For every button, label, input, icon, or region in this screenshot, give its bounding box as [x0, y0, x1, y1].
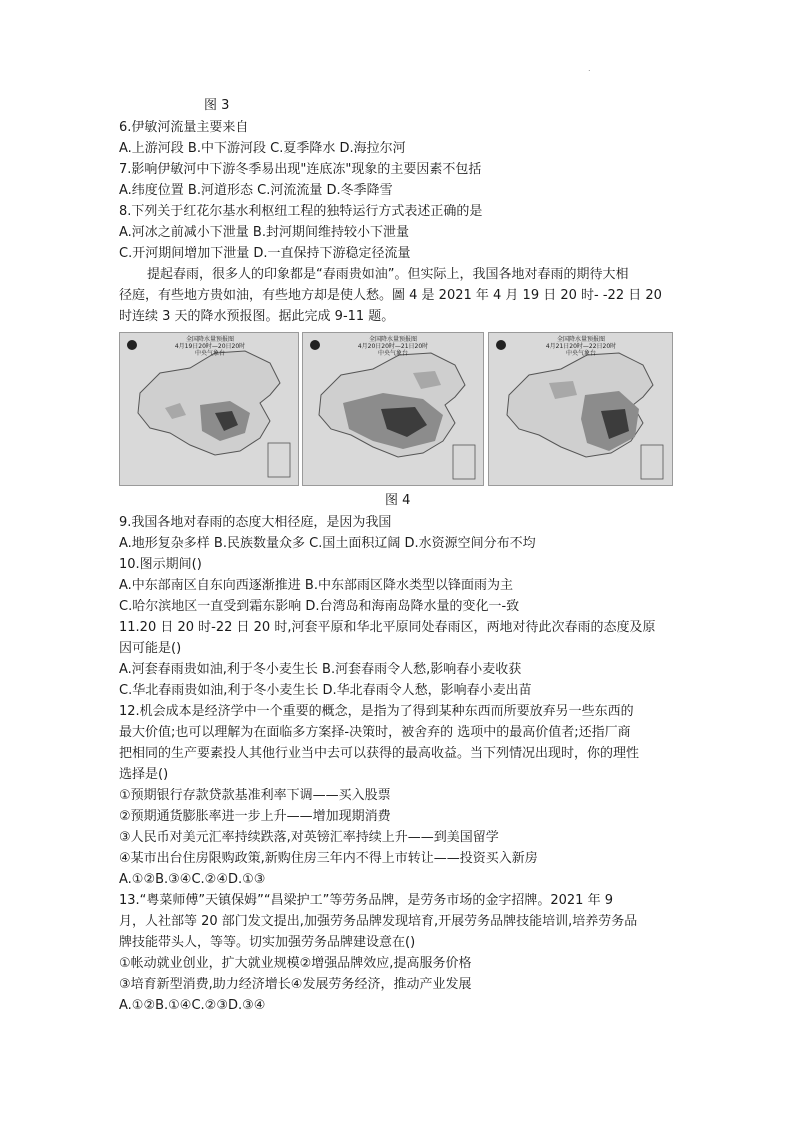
q12-item-3: ③人民币对美元汇率持续跌落,对英镑汇率持续上升——到美国留学	[119, 830, 499, 845]
precipitation-map-1	[119, 332, 299, 486]
q7-options: A.纬度位置 B.河道形态 C.河流流量 D.冬季降雪	[119, 183, 393, 198]
q13-item-34: ③培育新型消费,助力经济增长④发展劳务经济，推动产业发展	[119, 977, 472, 992]
q7-stem: 7.影响伊敏河中下游冬季易出现"连底冻"现象的主要因素不包括	[119, 162, 482, 177]
map-3-period: 4月21日20时—22日20时	[545, 343, 617, 350]
q8-options-cd: C.开河期间增加下泄量 D.一直保持下游稳定径流量	[119, 246, 411, 261]
intro-line-2: 径庭，有些地方贵如油，有些地方却是使人愁。圖 4 是 2021 年 4 月 19 日 20 时- -22 日 20	[119, 288, 662, 303]
q13-options: A.①②B.①④C.②③D.③④	[119, 998, 266, 1013]
q6-stem: 6.伊敏河流量主要来自	[119, 120, 249, 135]
precipitation-map-2	[302, 332, 484, 486]
q13-item-12: ①帐动就业创业，扩大就业规模②增强品牌效应,提高服务价格	[119, 956, 472, 971]
corner-mark: .	[588, 64, 591, 73]
map-2-title: 全国降水量预报图	[368, 336, 417, 343]
q10-options-ab: A.中东部南区自东向西逐渐推进 B.中东部雨区降水类型以锋面雨为主	[119, 578, 513, 593]
q13-stem-1: 13.“粤菜师傅”天镇保姆”“昌梁护工”等劳务品牌，是劳务市场的金字招牌。2021 年 9	[119, 893, 613, 908]
map-2-period: 4月20日20时—21日20时	[357, 343, 429, 350]
q10-options-cd: C.哈尔滨地区一直受到霜东影响 D.台湾岛和海南岛降水量的变化一-致	[119, 599, 520, 614]
map-1-title: 全国降水量预报图	[185, 336, 234, 343]
intro-line-1: 提起春雨，很多人的印象都是“春雨贵如油”。但实际上，我国各地对春雨的期待大相	[147, 267, 629, 282]
map-1-period: 4月19日20时—20日20时	[174, 343, 246, 350]
q8-stem: 8.下列关于红花尔基水利枢纽工程的独特运行方式表述正确的是	[119, 204, 483, 219]
q13-stem-3: 牌技能带头人，等等。切实加强劳务品牌建设意在()	[119, 935, 416, 950]
q12-item-4: ④某市出台住房限购政策,新购住房三年内不得上市转让——投资买入新房	[119, 851, 538, 866]
q8-options-ab: A.河冰之前减小下泄量 B.封河期间维持较小下泄量	[119, 225, 409, 240]
q11-options-ab: A.河套春雨贵如油,利于冬小麦生长 B.河套春雨令人愁,影响春小麦收获	[119, 662, 522, 677]
q12-item-2: ②预期通货膨胀率进一步上升——增加现期消费	[119, 809, 391, 824]
map-3-source: 中央气象台	[565, 350, 596, 357]
q11-options-cd: C.华北春雨贵如油,利于冬小麦生长 D.华北春雨令人愁，影响春小麦出苗	[119, 683, 532, 698]
precipitation-map-3	[488, 332, 673, 486]
q9-stem: 9.我国各地对春雨的态度大相径庭，是因为我国	[119, 515, 392, 530]
q11-stem-2: 因可能是()	[119, 641, 182, 656]
q12-stem-4: 选择是()	[119, 767, 169, 782]
q13-stem-2: 月，人社部等 20 部门发文提出,加强劳务品牌发现培育,开展劳务品牌技能培训,培养劳务品	[119, 914, 638, 929]
q6-options: A.上游河段 B.中下游河段 C.夏季降水 D.海拉尔河	[119, 141, 406, 156]
figure4-caption: 图 4	[385, 493, 411, 508]
q9-options: A.地形复杂多样 B.民族数量众多 C.国土面积辽阔 D.水资源空间分布不均	[119, 536, 536, 551]
q12-options: A.①②B.③④C.②④D.①③	[119, 872, 266, 887]
q12-stem-1: 12.机会成本是经济学中一个重要的概念，是指为了得到某种东西而所要放弃另一些东西的	[119, 704, 634, 719]
map-2-source: 中央气象台	[377, 350, 408, 357]
q10-stem: 10.图示期间()	[119, 557, 202, 572]
map-3-title: 全国降水量预报图	[556, 336, 605, 343]
q12-item-1: ①预期银行存款贷款基准利率下调——买入股票	[119, 788, 391, 803]
map-1-source: 中央气象台	[194, 350, 225, 357]
q12-stem-3: 把相同的生产要素投人其他行业当中去可以获得的最高收益。当下列情况出现时，你的理性	[119, 746, 640, 761]
q12-stem-2: 最大价值;也可以理解为在面临多方案择-决策时，被舍弃的 选项中的最高价值者;还指厂商	[119, 725, 631, 740]
intro-line-3: 时连续 3 天的降水预报图。据此完成 9-11 题。	[119, 309, 395, 324]
q11-stem-1: 11.20 日 20 时-22 日 20 时,河套平原和华北平原同处春雨区，两地对待此次春雨的态度及原	[119, 620, 656, 635]
figure3-caption: 图 3	[204, 98, 230, 113]
